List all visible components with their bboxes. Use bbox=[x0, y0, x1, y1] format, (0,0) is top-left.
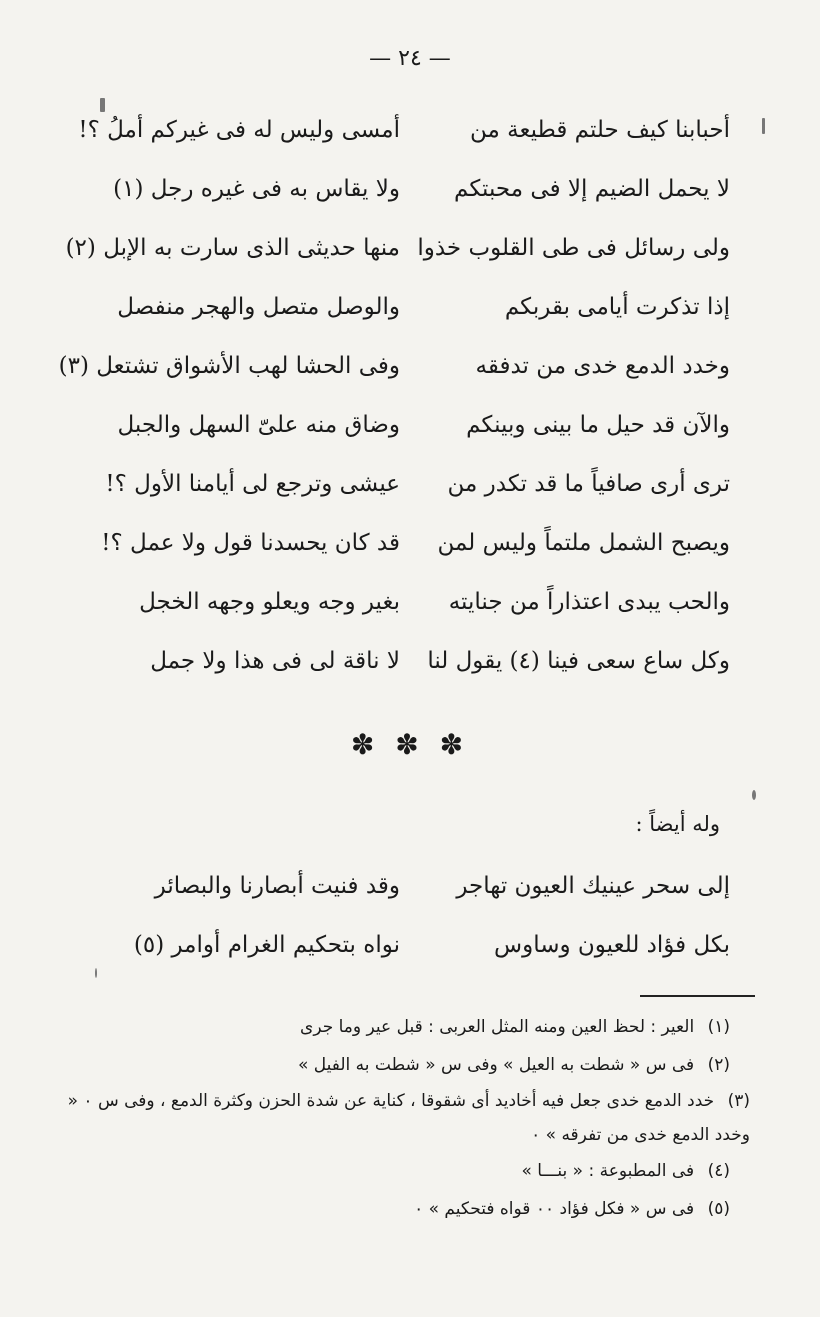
section-separator: ✽ ✽ ✽ bbox=[350, 728, 470, 761]
verse-line bbox=[90, 631, 730, 690]
verse-first-hemistich: ويصبح الشمل ملتماً وليس لمن bbox=[437, 529, 730, 556]
verse-second-hemistich: وضاق منه علىّ السهل والجبل bbox=[117, 411, 400, 438]
footnote-text: فى س « فكل فؤاد ٠٠ قواه فتحكيم » ٠ bbox=[414, 1199, 695, 1219]
print-speck bbox=[752, 790, 756, 800]
footnote bbox=[90, 1008, 730, 1046]
footnote-text: فى س « شطت به العيل » وفى س « شطت به الفيل » bbox=[297, 1055, 695, 1075]
verse-first-hemistich: بكل فؤاد للعيون وساوس bbox=[494, 931, 730, 958]
print-speck bbox=[95, 968, 97, 978]
verse-first-hemistich: إذا تذكرت أيامى بقربكم bbox=[504, 293, 730, 320]
verse-first-hemistich: وخدد الدمع خدى من تدفقه bbox=[475, 352, 730, 379]
verse-second-hemistich: منها حديثى الذى سارت به الإبل (٢) bbox=[65, 234, 400, 261]
footnote bbox=[90, 1046, 730, 1084]
verse-first-hemistich: إلى سحر عينيك العيون تهاجر bbox=[456, 872, 730, 899]
verse-first-hemistich: أحبابنا كيف حلتم قطيعة من bbox=[470, 116, 730, 143]
verse-line bbox=[78, 100, 730, 159]
verse-first-hemistich: لا يحمل الضيم إلا فى محبتكم bbox=[454, 175, 730, 202]
footnote bbox=[90, 1152, 730, 1190]
print-speck bbox=[762, 118, 765, 134]
verse-line bbox=[90, 454, 730, 513]
page-number: — ٢٤ — bbox=[369, 46, 451, 71]
footnote-number: (٥) bbox=[707, 1199, 730, 1219]
verse-first-hemistich: والآن قد حيل ما بينى وبينكم bbox=[466, 411, 730, 438]
verse-line bbox=[90, 572, 730, 631]
footnotes bbox=[67, 1008, 750, 1228]
verse-second-hemistich: أمسى وليس له فى غيركم أملُ ؟! bbox=[78, 116, 400, 143]
verse-second-hemistich: قد كان يحسدنا قول ولا عمل ؟! bbox=[101, 529, 400, 556]
footnote-number: (١) bbox=[707, 1017, 730, 1037]
verse-line bbox=[58, 336, 730, 395]
verse-line bbox=[90, 915, 730, 974]
footnote-divider bbox=[640, 995, 755, 997]
footnote-text: فى المطبوعة : « بنـــا » bbox=[521, 1161, 695, 1181]
verse-second-hemistich: ولا يقاس به فى غيره رجل (١) bbox=[113, 175, 400, 202]
verse-second-hemistich: نواه بتحكيم الغرام أوامر (٥) bbox=[133, 931, 400, 958]
footnote-text: خدد الدمع خدى جعل فيه أخاديد أى شقوقا ، كناية عن شدة الحزن وكثرة الدمع ، وفى س ٠ « وخدد الدمع خدى من تفرقه » ٠ bbox=[67, 1091, 750, 1145]
verse-second-hemistich: بغير وجه ويعلو وجهه الخجل bbox=[139, 588, 400, 615]
verse-second-hemistich: والوصل متصل والهجر منفصل bbox=[117, 293, 400, 320]
verse-first-hemistich: ولى رسائل فى طى القلوب خذوا bbox=[417, 234, 730, 261]
poem-first bbox=[58, 100, 730, 690]
verse-line bbox=[90, 856, 730, 915]
verse-first-hemistich: وكل ساع سعى فينا (٤) يقول لنا bbox=[427, 647, 730, 674]
verse-first-hemistich: ترى أرى صافياً ما قد تكدر من bbox=[447, 470, 730, 497]
poem-second bbox=[90, 856, 730, 974]
footnote-number: (٤) bbox=[707, 1161, 730, 1181]
footnote-text: العير : لحظ العين ومنه المثل العربى : قبل عير وما جرى bbox=[300, 1017, 695, 1037]
print-speck bbox=[100, 98, 105, 112]
verse-line bbox=[90, 395, 730, 454]
verse-line bbox=[65, 218, 730, 277]
verse-second-hemistich: وقد فنيت أبصارنا والبصائر bbox=[154, 872, 400, 899]
poem-intro: وله أيضاً : bbox=[635, 812, 720, 836]
footnote bbox=[90, 1190, 730, 1228]
footnote bbox=[50, 1084, 750, 1152]
verse-line bbox=[90, 513, 730, 572]
verse-second-hemistich: وفى الحشا لهب الأشواق تشتعل (٣) bbox=[58, 352, 400, 379]
verse-line bbox=[90, 159, 730, 218]
verse-second-hemistich: لا ناقة لى فى هذا ولا جمل bbox=[150, 647, 400, 674]
verse-second-hemistich: عيشى وترجع لى أيامنا الأول ؟! bbox=[105, 470, 400, 497]
footnote-number: (٣) bbox=[727, 1091, 750, 1111]
footnote-number: (٢) bbox=[707, 1055, 730, 1075]
verse-line bbox=[90, 277, 730, 336]
verse-first-hemistich: والحب يبدى اعتذاراً من جنايته bbox=[448, 588, 730, 615]
